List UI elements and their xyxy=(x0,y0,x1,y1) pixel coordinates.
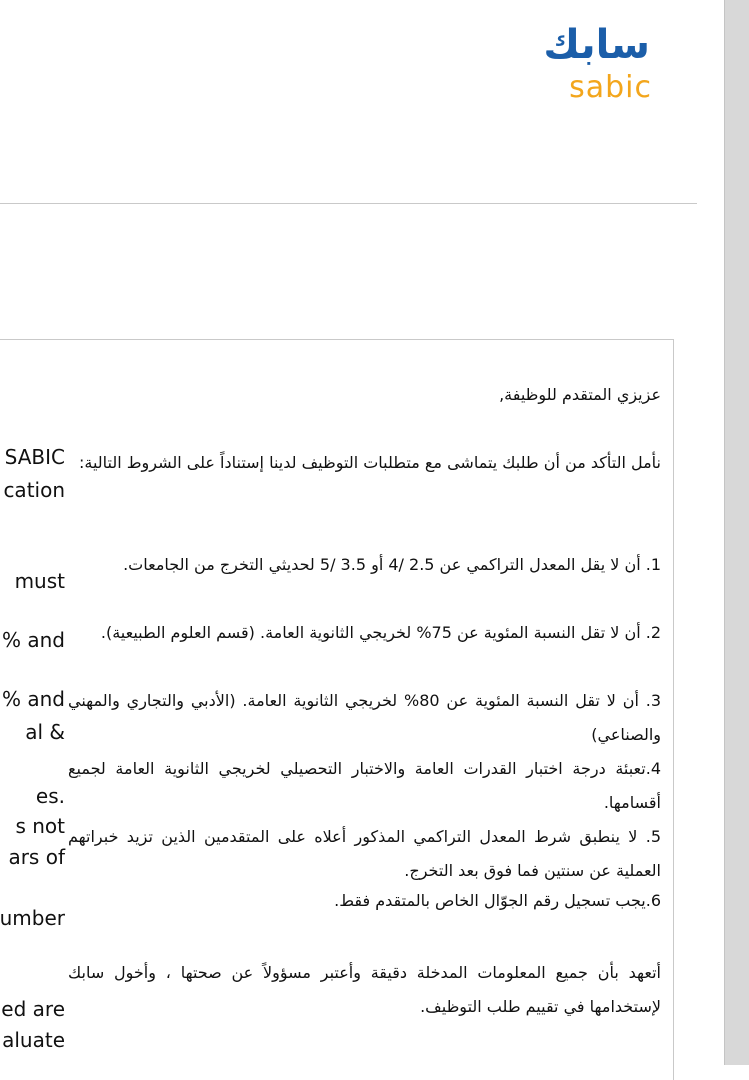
english-text-line: cation xyxy=(3,478,65,502)
arabic-condition-5: 5. لا ينطبق شرط المعدل التراكمي المذكور أعلاه على المتقدمين الذين تزيد خبراتهم العملية عن سنتين فما فوق بعد التخرج. xyxy=(68,827,661,880)
arabic-condition-1: 1. أن لا يقل المعدل التراكمي عن 2.5 /4 أو 3.5 /5 لحديثي التخرج من الجامعات. xyxy=(123,555,661,574)
arabic-condition-2: 2. أن لا تقل النسبة المئوية عن 75% لخريجي الثانوية العامة. (قسم العلوم الطبيعية). xyxy=(100,623,661,642)
arabic-greeting: عزيزي المتقدم للوظيفة, xyxy=(499,385,661,404)
english-text-line: must xyxy=(14,569,65,593)
english-text-line: umber xyxy=(0,906,65,930)
english-text-line: s not xyxy=(15,814,65,838)
english-text-line: al & xyxy=(25,720,65,744)
english-text-line: % and xyxy=(2,628,65,652)
english-text-line: ars of xyxy=(8,845,65,869)
english-text-line: ed are xyxy=(1,997,65,1021)
english-text-line: aluate xyxy=(2,1028,65,1052)
arabic-condition-4: 4.تعبئة درجة اختبار القدرات العامة والاختبار التحصيلي لخريجي الثانوية العامة لجميع أقسامها. xyxy=(68,759,661,812)
arabic-condition-6: 6.يجب تسجيل رقم الجوّال الخاص بالمتقدم فقط. xyxy=(334,891,661,910)
sabic-logo xyxy=(496,22,658,112)
english-text-line: % and xyxy=(2,687,65,711)
vertical-scrollbar[interactable] xyxy=(724,0,749,1065)
arabic-condition-3: 3. أن لا تقل النسبة المئوية عن 80% لخريجي الثانوية العامة. (الأدبي والتجاري والمهني والصناعي) xyxy=(68,691,662,744)
header-divider xyxy=(0,203,697,204)
arabic-intro: نأمل التأكد من أن طلبك يتماشى مع متطلبات التوظيف لدينا إستناداً على الشروط التالية: xyxy=(78,453,661,472)
sabic-logo-latin-wordmark: sabic xyxy=(569,70,652,105)
english-text-line: SABIC xyxy=(4,445,65,469)
sabic-logo-arabic-wordmark: سابك xyxy=(543,22,650,68)
english-text-line: es. xyxy=(35,784,65,808)
arabic-declaration: أتعهد بأن جميع المعلومات المدخلة دقيقة وأعتبر مسؤولاً عن صحتها ، وأخول سابك لإستخدامها في تقييم طلب التوظيف. xyxy=(68,963,661,1016)
